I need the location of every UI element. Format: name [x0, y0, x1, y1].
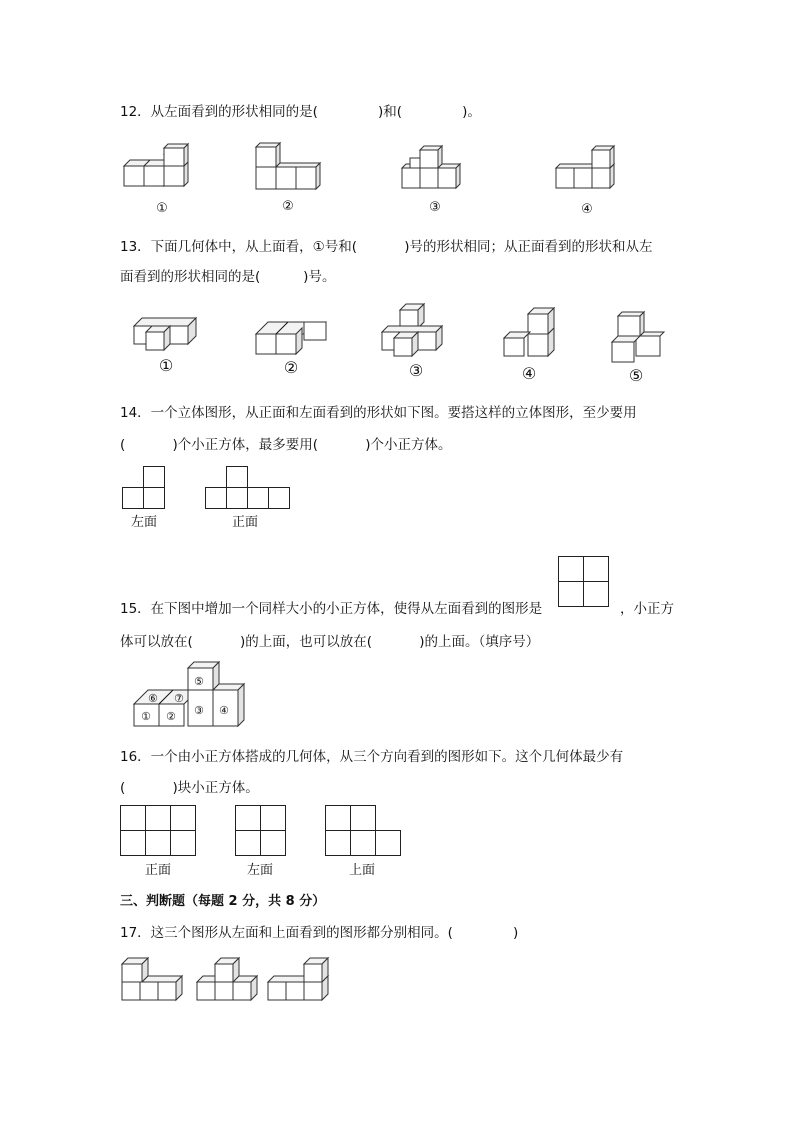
- q12-figure-1: [120, 146, 190, 194]
- q14-line-2: ( )个小正方体，最多要用( )个小正方体。: [120, 437, 452, 453]
- q13-figure-2: [254, 320, 330, 356]
- q16-left-view-grid: [235, 805, 286, 856]
- q16-front-label: 正面: [144, 863, 171, 878]
- cube-label-3: ③: [194, 704, 204, 717]
- q12-label-2: ②: [282, 199, 294, 214]
- q16-left-label: 左面: [246, 863, 273, 878]
- q17-text: 17．这三个图形从左面和上面看到的图形都分别相同。( ): [120, 925, 519, 941]
- q16-line-1: 16．一个由小正方体搭成的几何体，从三个方向看到的图形如下。这个几何体最少有: [120, 749, 624, 765]
- cube-label-2: ②: [166, 710, 176, 723]
- q15-line-1b: ，小正方: [620, 601, 674, 617]
- q15-left-view-target-grid: [558, 556, 609, 607]
- q12-text: 12．从左面看到的形状相同的是( )和( )。: [120, 104, 481, 120]
- q13-figure-4: [500, 308, 560, 364]
- q13-line-2: 面看到的形状相同的是( )号。: [120, 269, 336, 285]
- isometric-cubes: [124, 144, 188, 186]
- section3-title: 三、判断题（每题 2 分，共 8 分）: [120, 894, 326, 909]
- q13-label-1: ①: [158, 356, 174, 375]
- cube-label-7: ⑦: [174, 692, 184, 705]
- q12-figure-2: [252, 145, 324, 193]
- cube-label-5: ⑤: [194, 675, 204, 688]
- cube-label-6: ⑥: [148, 692, 158, 705]
- cube-label-4: ④: [219, 704, 229, 717]
- q16-line-2: ( )块小正方体。: [120, 780, 259, 796]
- q13-figure-5: [608, 310, 666, 364]
- q16-top-label: 上面: [348, 863, 375, 878]
- q15-cube-figure: [130, 662, 246, 728]
- q15-line-2: 体可以放在( )的上面，也可以放在( )的上面。（填序号）: [120, 634, 540, 650]
- q16-top-view-grid: [325, 805, 401, 856]
- q13-figure-1: [132, 316, 202, 352]
- q13-label-3: ③: [408, 361, 424, 380]
- q12-label-4: ④: [581, 202, 593, 217]
- q16-front-view-grid: [120, 805, 196, 856]
- q14-left-label: 左面: [130, 515, 157, 530]
- q14-front-label: 正面: [231, 515, 258, 530]
- q17-figure-3: [266, 958, 332, 1002]
- q13-label-2: ②: [283, 358, 299, 377]
- q13-line-1: 13．下面几何体中，从上面看，①号和( )号的形状相同；从正面看到的形状和从左: [120, 239, 653, 255]
- cube-label-1: ①: [141, 710, 151, 723]
- q13-figure-3: [380, 306, 448, 360]
- q12-figure-4: [554, 148, 620, 194]
- q12-label-1: ①: [156, 201, 168, 216]
- q14-line-1: 14．一个立体图形，从正面和左面看到的形状如下图。要搭这样的立体图形，至少要用: [120, 405, 637, 421]
- q14-left-view-grid: [122, 466, 165, 509]
- q17-figure-2: [195, 958, 261, 1002]
- q12-label-3: ③: [429, 200, 441, 215]
- q14-front-view-grid: [205, 466, 290, 509]
- q12-figure-3: [400, 148, 466, 194]
- q13-label-5: ⑤: [628, 366, 644, 385]
- q15-line-1a: 15．在下图中增加一个同样大小的小正方体，使得从左面看到的图形是: [120, 601, 543, 617]
- q17-figure-1: [120, 958, 186, 1002]
- q13-label-4: ④: [521, 364, 537, 383]
